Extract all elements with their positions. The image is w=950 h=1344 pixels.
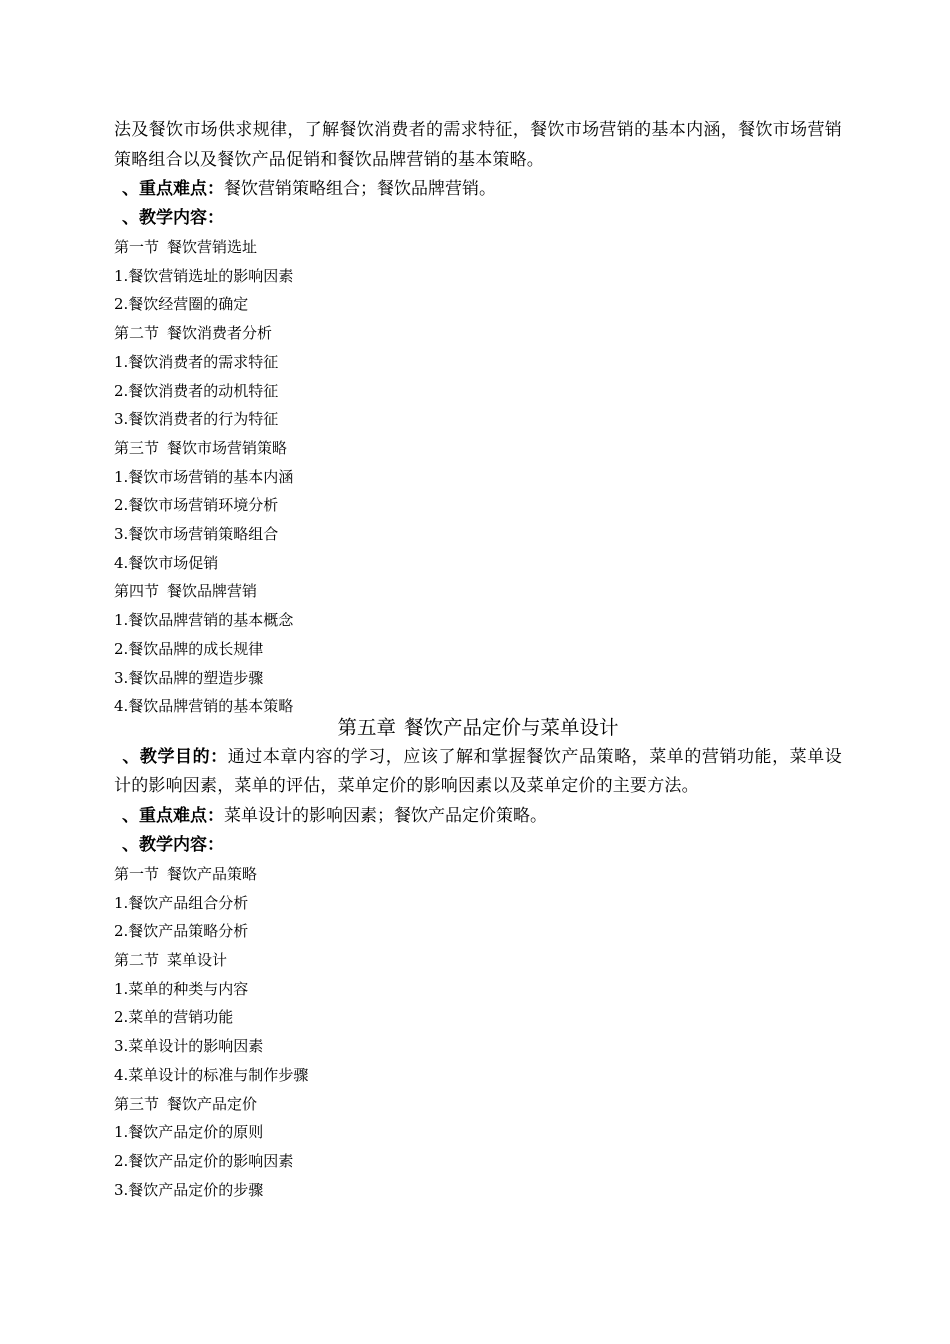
outline-item: 1.餐饮产品定价的原则 — [114, 1123, 264, 1142]
outline-item: 4.餐饮品牌营销的基本策略 — [114, 697, 294, 716]
outline-item: 2.餐饮市场营销环境分析 — [114, 496, 279, 515]
outline-item: 1.餐饮产品组合分析 — [114, 893, 249, 912]
outline-item: 3.餐饮品牌的塑造步骤 — [114, 668, 264, 687]
outline-item: 1.餐饮消费者的需求特征 — [114, 352, 279, 371]
outline-item: 1.餐饮市场营销的基本内涵 — [114, 467, 294, 486]
section-heading: 第一节 餐饮营销选址 — [114, 238, 258, 256]
outline-item: 2.餐饮品牌的成长规律 — [114, 639, 264, 658]
section-heading: 第二节 菜单设计 — [114, 951, 228, 970]
outline-item: 4.餐饮市场促销 — [114, 553, 219, 572]
objective-label: 、教学目的： — [122, 746, 228, 767]
outline-item: 2.餐饮产品定价的影响因素 — [114, 1151, 294, 1170]
section-heading: 第四节 餐饮品牌营销 — [114, 582, 258, 601]
document-page — [114, 116, 842, 1204]
key-points-text: 菜单设计的影响因素；餐饮产品定价策略。 — [224, 805, 547, 826]
outline-item: 1.菜单的种类与内容 — [114, 979, 249, 998]
outline-item: 3.餐饮产品定价的步骤 — [114, 1180, 264, 1199]
key-points-label: 、重点难点： — [122, 805, 224, 826]
ch5-objective — [114, 743, 842, 802]
section-heading: 第二节 餐饮消费者分析 — [114, 324, 273, 343]
key-points-text: 餐饮营销策略组合；餐饮品牌营销。 — [224, 179, 496, 199]
outline-item: 4.菜单设计的标准与制作步骤 — [114, 1065, 309, 1084]
outline-item: 2.菜单的营销功能 — [114, 1008, 234, 1027]
chapter-number: 第五章 — [337, 715, 396, 739]
content-label: 、教学内容： — [122, 834, 224, 855]
objective-text: 通过本章内容的学习，应该了解和掌握餐饮产品策略，菜单的营销功能，菜单设计的影响因素，菜单的评估，菜单定价的影响因素以及菜单定价的主要方法。 — [114, 746, 843, 797]
ch5-content-heading — [114, 831, 842, 860]
chapter-name: 餐饮产品定价与菜单设计 — [404, 715, 619, 739]
outline-item: 1.餐饮营销选址的影响因素 — [114, 266, 294, 285]
ch4-content-heading — [114, 204, 842, 233]
content-label: 、教学内容： — [122, 208, 224, 228]
section-heading: 第三节 餐饮市场营销策略 — [114, 438, 288, 457]
intro-paragraph: 法及餐饮市场供求规律，了解餐饮消费者的需求特征，餐饮市场营销的基本内涵，餐饮市场营销策略组合以及餐饮产品促销和餐饮品牌营销的基本策略。 — [114, 120, 842, 170]
outline-item: 2.餐饮消费者的动机特征 — [114, 381, 279, 400]
ch5-key-points — [114, 802, 842, 831]
outline-item: 3.餐饮消费者的行为特征 — [114, 410, 279, 429]
ch4-key-points — [114, 175, 842, 204]
outline-item: 3.菜单设计的影响因素 — [114, 1037, 264, 1056]
section-heading: 第三节 餐饮产品定价 — [114, 1094, 258, 1113]
section-heading: 第一节 餐饮产品策略 — [114, 864, 258, 883]
outline-item: 1.餐饮品牌营销的基本概念 — [114, 611, 294, 630]
outline-item: 2.餐饮产品策略分析 — [114, 922, 249, 941]
outline-item: 2.餐饮经营圈的确定 — [114, 295, 249, 314]
key-points-label: 、重点难点： — [122, 179, 224, 199]
outline-item: 3.餐饮市场营销策略组合 — [114, 525, 279, 544]
